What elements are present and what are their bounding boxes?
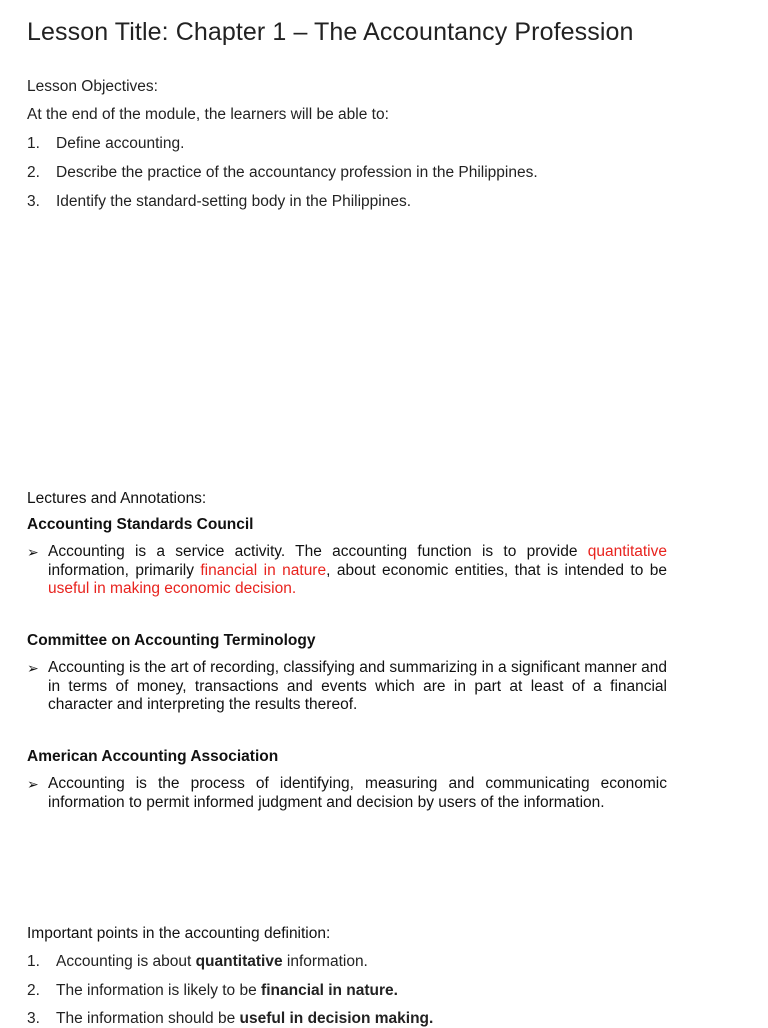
objective-item: [27, 193, 411, 211]
arrow-bullet-icon: ➢: [27, 544, 39, 560]
important-point: 2. The information is likely to be financial in nature.: [27, 982, 398, 999]
objectives-intro: At the end of the module, the learners will be able to:: [27, 106, 389, 123]
objective-item: [27, 135, 184, 153]
important-heading: Important points in the accounting definition:: [27, 925, 331, 942]
objectives-heading: Lesson Objectives:: [27, 78, 158, 95]
highlight-useful: useful in making economic decision.: [48, 580, 297, 597]
arrow-bullet-icon: ➢: [27, 660, 39, 676]
objective-text: Describe the practice of the accountancy profession in the Philippines.: [56, 164, 538, 181]
cat-definition-text: Accounting is the art of recording, classifying and summarizing in a significant manner and in terms of money, transactions and events which are in part at least of a financial character and interpreting the results thereof.: [48, 659, 667, 713]
lesson-title: Lesson Title: Chapter 1 – The Accountancy Profession: [27, 18, 634, 46]
asc-definition-text: Accounting is a service activity. The accounting function is to provide quantitative information, primarily financial in nature, about economic entities, that is intended to be useful in making economic decision.: [48, 543, 667, 597]
objective-item: [27, 164, 538, 182]
aaa-definition: [27, 775, 667, 812]
point-number: 1.: [27, 953, 40, 970]
asc-heading: Accounting Standards Council: [27, 516, 254, 533]
arrow-bullet-icon: ➢: [27, 776, 39, 792]
highlight-financial: financial in nature: [200, 561, 327, 579]
important-point: 3. The information should be useful in decision making.: [27, 1010, 434, 1027]
cat-heading: Committee on Accounting Terminology: [27, 632, 316, 649]
point-number: 2.: [27, 982, 40, 999]
objective-number: 2.: [27, 164, 40, 181]
aaa-heading: American Accounting Association: [27, 748, 279, 765]
objective-number: 3.: [27, 193, 40, 210]
objective-number: 1.: [27, 135, 40, 152]
objective-text: Define accounting.: [56, 135, 185, 152]
aaa-definition-text: Accounting is the process of identifying, measuring and communicating economic information to permit informed judgment and decision by users of the information.: [48, 775, 667, 811]
asc-definition: [27, 543, 667, 599]
point-number: 3.: [27, 1010, 40, 1027]
objective-text: Identify the standard-setting body in the Philippines.: [56, 193, 412, 210]
highlight-quantitative: quantitative: [587, 543, 667, 560]
cat-definition: [27, 659, 667, 715]
lectures-heading: Lectures and Annotations:: [27, 490, 207, 507]
important-point: 1. Accounting is about quantitative information.: [27, 953, 368, 970]
